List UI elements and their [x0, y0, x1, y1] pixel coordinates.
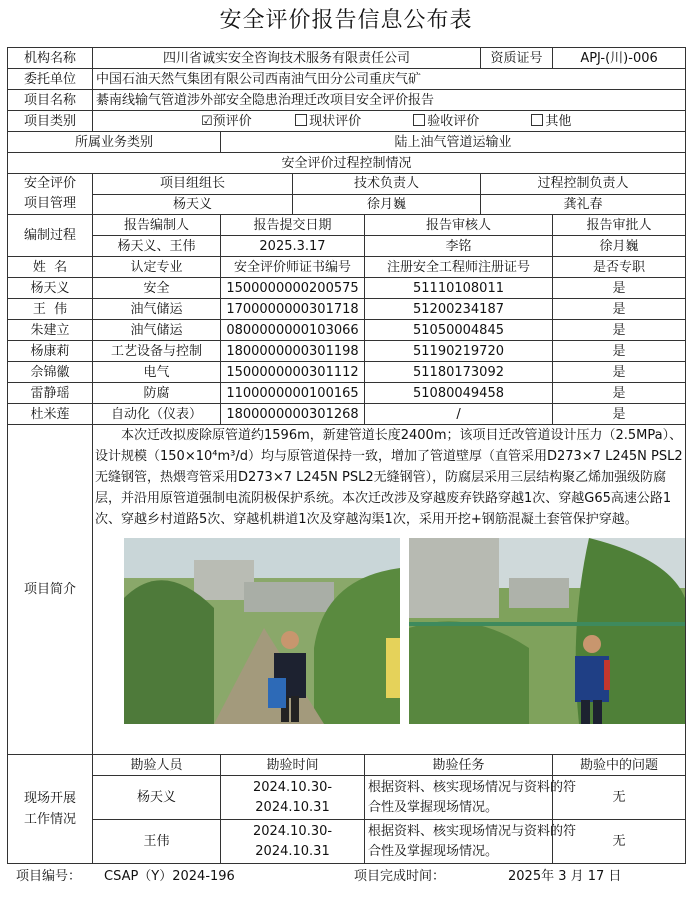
site-task-line1: 根据资料、核实现场情况与资料的符	[368, 779, 577, 795]
staff-h-cert: 安全评价师证书编号	[221, 257, 365, 278]
site-person: 王伟	[93, 820, 221, 864]
table-row	[8, 404, 686, 425]
mgmt-v2: 徐月巍	[293, 194, 481, 215]
staff-cert: 0800000000103066	[221, 320, 365, 341]
checkbox-icon	[531, 114, 543, 126]
staff-cert: 1700000000301718	[221, 299, 365, 320]
staff-name: 雷静瑶	[8, 383, 93, 404]
site-time	[221, 820, 365, 864]
site-person: 杨天义	[93, 776, 221, 820]
site-task	[365, 820, 577, 864]
staff-cert: 1800000000301268	[221, 404, 365, 425]
category-accept	[413, 112, 527, 131]
site-h4: 勘验中的问题	[553, 755, 686, 776]
staff-fulltime: 是	[553, 362, 686, 383]
site-label	[8, 755, 93, 864]
staff-fulltime: 是	[553, 278, 686, 299]
site-time-start: 2024.10.30-	[252, 823, 333, 839]
compile-h1: 报告编制人	[93, 215, 221, 236]
staff-major: 电气	[93, 362, 221, 383]
client-label: 委托单位	[8, 69, 93, 90]
staff-name: 杜米莲	[8, 404, 93, 425]
table-row	[8, 362, 686, 383]
project-value: 綦南线输气管道涉外部安全隐患治理迁改项目安全评价报告	[93, 90, 686, 111]
staff-name: 朱建立	[8, 320, 93, 341]
staff-h-reg: 注册安全工程师注册证号	[365, 257, 553, 278]
site-issue: 无	[553, 820, 686, 864]
staff-major: 防腐	[93, 383, 221, 404]
org-value: 四川省诚实安全咨询技术服务有限责任公司	[93, 48, 481, 69]
mgmt-label	[8, 174, 93, 215]
site-task-line2: 合性及掌握现场情况。	[368, 843, 499, 859]
staff-header-row	[8, 257, 686, 278]
staff-major: 自动化（仪表）	[93, 404, 221, 425]
site-photo-1	[124, 538, 400, 724]
project-code: CSAP（Y）2024-196	[104, 869, 235, 884]
org-label: 机构名称	[8, 48, 93, 69]
staff-major: 工艺设备与控制	[93, 341, 221, 362]
site-task-line1: 根据资料、核实现场情况与资料的符	[368, 823, 577, 839]
site-time-end: 2024.10.31	[255, 799, 330, 815]
staff-cert: 1800000000301198	[221, 341, 365, 362]
mgmt-v3: 龚礼春	[481, 194, 686, 215]
completion-date: 2025年 3 月 17 日	[508, 869, 622, 884]
mgmt-label-2: 项目管理	[23, 196, 76, 211]
site-photo-2	[409, 538, 685, 724]
compile-label: 编制过程	[8, 215, 93, 257]
completion-label: 项目完成时间：	[354, 869, 446, 884]
table-row	[8, 776, 686, 820]
category-pre: ☑预评价	[201, 113, 252, 129]
site-h1: 勘验人员	[93, 755, 221, 776]
compile-h4: 报告审批人	[553, 215, 686, 236]
staff-reg: 51200234187	[365, 299, 553, 320]
process-header: 安全评价过程控制情况	[8, 153, 686, 174]
staff-name: 杨天义	[8, 278, 93, 299]
staff-cert: 1500000000200575	[221, 278, 365, 299]
site-time	[221, 776, 365, 820]
category-status-label: 现状评价	[309, 113, 362, 129]
staff-name: 王 伟	[8, 299, 93, 320]
mgmt-h2: 技术负责人	[293, 174, 481, 195]
staff-fulltime: 是	[553, 341, 686, 362]
site-task	[365, 776, 577, 820]
project-code-label: 项目编号：	[16, 869, 82, 884]
staff-h-name: 姓 名	[8, 257, 93, 278]
table-row	[8, 383, 686, 404]
staff-fulltime: 是	[553, 320, 686, 341]
table-row	[8, 299, 686, 320]
table-row	[8, 278, 686, 299]
page-title: 安全评价报告信息公布表	[219, 8, 473, 33]
site-h2: 勘验时间	[221, 755, 365, 776]
checkbox-icon	[295, 114, 307, 126]
staff-cert: 1500000000301112	[221, 362, 365, 383]
cert-label: 资质证号	[481, 48, 553, 69]
category-accept-label: 验收评价	[427, 113, 480, 129]
site-h3: 勘验任务	[365, 755, 553, 776]
staff-h-major: 认定专业	[93, 257, 221, 278]
category-other-label: 其他	[545, 113, 572, 129]
staff-reg: 51190219720	[365, 341, 553, 362]
site-label-1: 现场开展	[23, 791, 76, 806]
staff-major: 油气储运	[93, 299, 221, 320]
checkbox-icon	[413, 114, 425, 126]
compile-h2: 报告提交日期	[221, 215, 365, 236]
site-time-end: 2024.10.31	[255, 843, 330, 859]
site-label-2: 工作情况	[23, 812, 76, 827]
staff-reg: 51050004845	[365, 320, 553, 341]
table-row	[8, 320, 686, 341]
industry-value: 陆上油气管道运输业	[221, 132, 686, 153]
staff-major: 油气储运	[93, 320, 221, 341]
compile-v1: 杨天义、王伟	[93, 236, 221, 257]
cert-value: APJ-(川)-006	[553, 48, 686, 69]
compile-v3: 李铭	[365, 236, 553, 257]
mgmt-h3: 过程控制负责人	[481, 174, 686, 195]
info-table	[7, 47, 686, 864]
staff-name: 杨康莉	[8, 341, 93, 362]
mgmt-label-1: 安全评价	[23, 176, 76, 191]
site-issue: 无	[553, 776, 686, 820]
intro-text: 本次迁改拟废除原管道约1596m，新建管道长度2400m；该项目迁改管道设计压力（2.5MPa）、设计规模（150×10⁴m³/d）均与原管道保持一致，增加了管道壁厚（直管采用D273×7 L245N PSL2无缝钢管，热煨弯管采用D273×7 L245N PSL2无缝钢管），防腐层采用三层结构聚乙烯加强级防腐层，并沿用原管道强制电流阴极保护系统。本次迁改涉及穿越废弃铁路穿越1次、穿越G65高速公路1次、穿越乡村道路5次、穿越机耕道1次及穿越沟渠1次，采用开挖+钢筋混凝土套管保护穿越。	[95, 428, 683, 527]
compile-v2: 2025.3.17	[221, 236, 365, 257]
compile-h3: 报告审核人	[365, 215, 553, 236]
photo-area	[93, 530, 685, 736]
staff-reg: 51080049458	[365, 383, 553, 404]
staff-fulltime: 是	[553, 404, 686, 425]
category-other	[531, 114, 571, 129]
staff-reg: 51110108011	[365, 278, 553, 299]
category-label: 项目类别	[8, 111, 93, 132]
mgmt-v1: 杨天义	[93, 194, 293, 215]
category-status	[295, 112, 409, 131]
staff-name: 佘锦徽	[8, 362, 93, 383]
mgmt-h1: 项目组组长	[93, 174, 293, 195]
intro-cell	[93, 425, 686, 755]
staff-h-full: 是否专职	[553, 257, 686, 278]
staff-fulltime: 是	[553, 383, 686, 404]
staff-reg: /	[365, 404, 553, 425]
site-time-start: 2024.10.30-	[252, 779, 333, 795]
site-task-line2: 合性及掌握现场情况。	[368, 799, 499, 815]
industry-label: 所属业务类别	[8, 132, 221, 153]
table-row	[8, 341, 686, 362]
intro-label: 项目简介	[8, 425, 93, 755]
table-row	[8, 820, 686, 864]
staff-cert: 1100000000100165	[221, 383, 365, 404]
staff-reg: 51180173092	[365, 362, 553, 383]
client-value: 中国石油天然气集团有限公司西南油气田分公司重庆气矿	[93, 69, 686, 90]
compile-v4: 徐月巍	[553, 236, 686, 257]
staff-fulltime: 是	[553, 299, 686, 320]
staff-major: 安全	[93, 278, 221, 299]
category-options	[93, 111, 686, 132]
project-label: 项目名称	[8, 90, 93, 111]
